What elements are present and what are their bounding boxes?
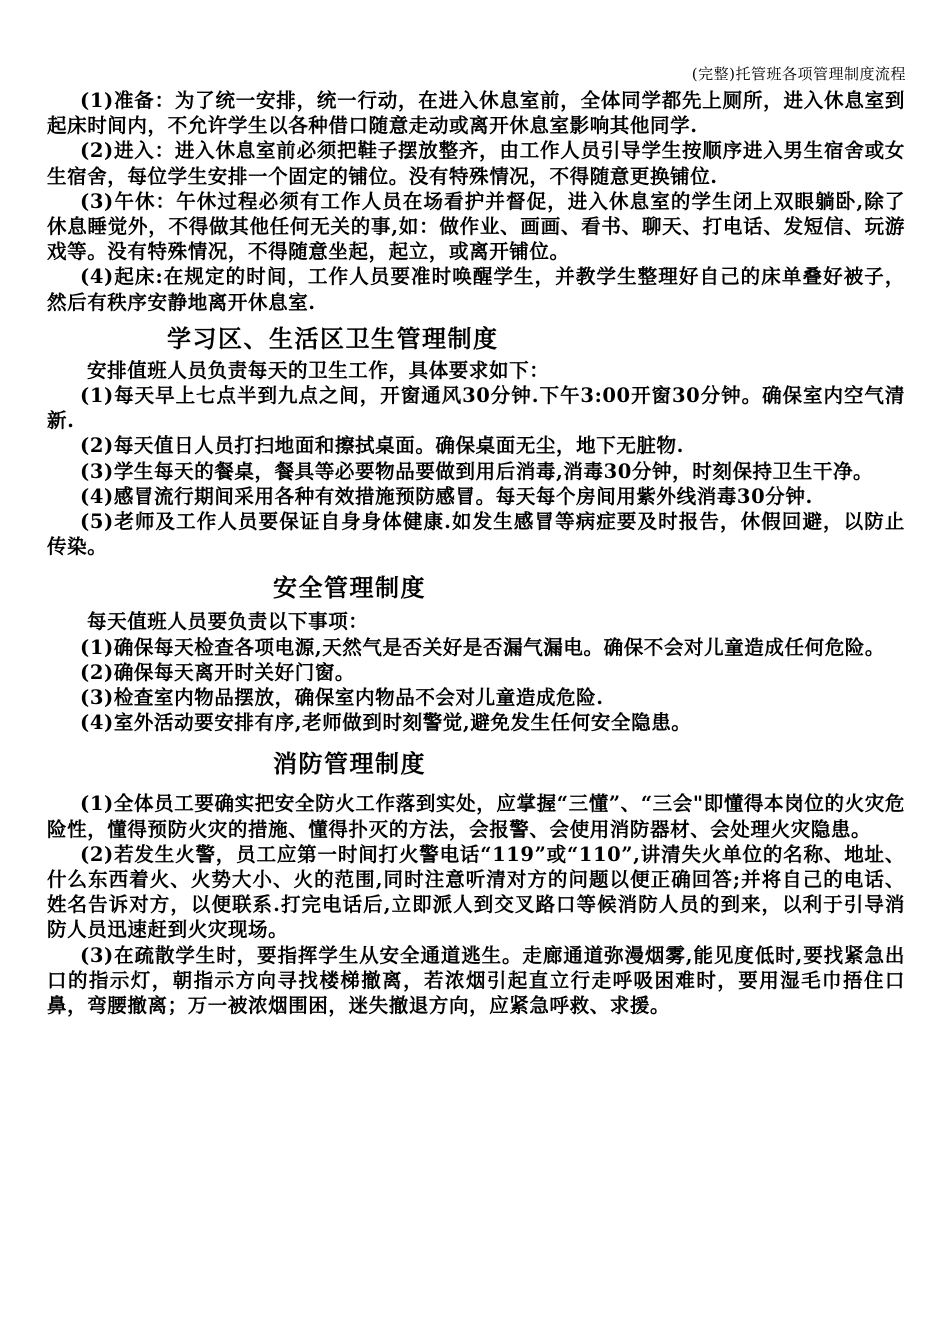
fire-section	[47, 747, 905, 1018]
safety-intro: 每天值班人员要负责以下事项：	[87, 610, 369, 634]
safety-item-2: (2)确保每天离开时关好门窗。	[80, 660, 356, 684]
safety-heading: 安全管理制度	[273, 573, 426, 603]
hygiene-section	[47, 322, 905, 560]
rest-rules-section	[47, 88, 905, 315]
hygiene-item-4: (4)感冒流行期间采用各种有效措施预防感冒。每天每个房间用紫外线消毒30分钟.	[80, 484, 813, 508]
rest-item-2: (2)进入：进入休息室前必须把鞋子摆放整齐，由工作人员引导学生按顺序进入男生宿舍或女生宿舍，每位学生安排一个固定的铺位。没有特殊情况，不得随意更换铺位.	[47, 139, 905, 188]
fire-item-1: (1)全体员工要确实把安全防火工作落到实处，应掌握“三懂”、“三会"即懂得本岗位的火灾危险性，懂得预防火灾的措施、懂得扑灭的方法，会报警、会使用消防器材、会处理火灾隐患。	[47, 792, 905, 841]
safety-item-3: (3)检查室内物品摆放，确保室内物品不会对儿童造成危险.	[80, 686, 604, 710]
fire-item-2: (2)若发生火警，员工应第一时间打火警电话“119”或“110”,讲清失火单位的名称、地址、什么东西着火、火势大小、火的范围,同时注意听清对方的问题以便正确回答;并将自己的电话、姓名告诉对方，以便联系.打完电话后,立即派人到交叉路口等候消防人员的到来，以利于引导消防人员迅速赶到火灾现场。	[47, 842, 905, 942]
hygiene-item-2: (2)每天值日人员打扫地面和擦拭桌面。确保桌面无尘，地下无脏物.	[80, 434, 685, 458]
rest-item-1: (1)准备：为了统一安排，统一行动，在进入休息室前，全体同学都先上厕所，进入休息室到起床时间内，不允许学生以各种借口随意走动或离开休息室影响其他同学.	[47, 89, 905, 138]
rest-item-3: (3)午休：午休过程必须有工作人员在场看护并督促，进入休息室的学生闭上双眼躺卧,除了休息睡觉外，不得做其他任何无关的事,如：做作业、画画、看书、聊天、打电话、发短信、玩游戏等。没有特殊情况，不得随意坐起，起立，或离开铺位。	[47, 189, 905, 264]
hygiene-intro: 安排值班人员负责每天的卫生工作，具体要求如下：	[87, 358, 550, 382]
safety-item-1: (1)确保每天检查各项电源,天然气是否关好是否漏气漏电。确保不会对儿童造成任何危险。	[80, 635, 886, 659]
fire-item-3: (3)在疏散学生时，要指挥学生从安全通道逃生。走廊通道弥漫烟雾,能见度低时,要找紧急出口的指示灯，朝指示方向寻找楼梯撤离，若浓烟引起直立行走呼吸困难时，要用湿毛巾捂住口鼻，弯腰撤离；万一被浓烟围困，迷失撤退方向，应紧急呼救、求援。	[47, 943, 905, 1018]
hygiene-item-3: (3)学生每天的餐桌，餐具等必要物品要做到用后消毒,消毒30分钟，时刻保持卫生干净。	[80, 459, 874, 483]
safety-section	[47, 571, 905, 735]
hygiene-item-5: (5)老师及工作人员要保证自身身体健康.如发生感冒等病症要及时报告，休假回避，以防止传染。	[47, 510, 905, 559]
safety-item-4: (4)室外活动要安排有序,老师做到时刻警觉,避免发生任何安全隐患。	[80, 711, 692, 735]
document-body	[47, 88, 905, 1018]
hygiene-heading: 学习区、生活区卫生管理制度	[167, 323, 499, 353]
running-header: (完整)托管班各项管理制度流程	[691, 65, 906, 83]
hygiene-item-1: (1)每天早上七点半到九点之间，开窗通风30分钟.下午3:00开窗30分钟。确保室内空气清新.	[47, 384, 905, 433]
fire-heading: 消防管理制度	[273, 749, 426, 779]
rest-item-4: (4)起床:在规定的时间，工作人员要准时唤醒学生，并教学生整理好自己的床单叠好被子，然后有秩序安静地离开休息室.	[47, 265, 905, 314]
